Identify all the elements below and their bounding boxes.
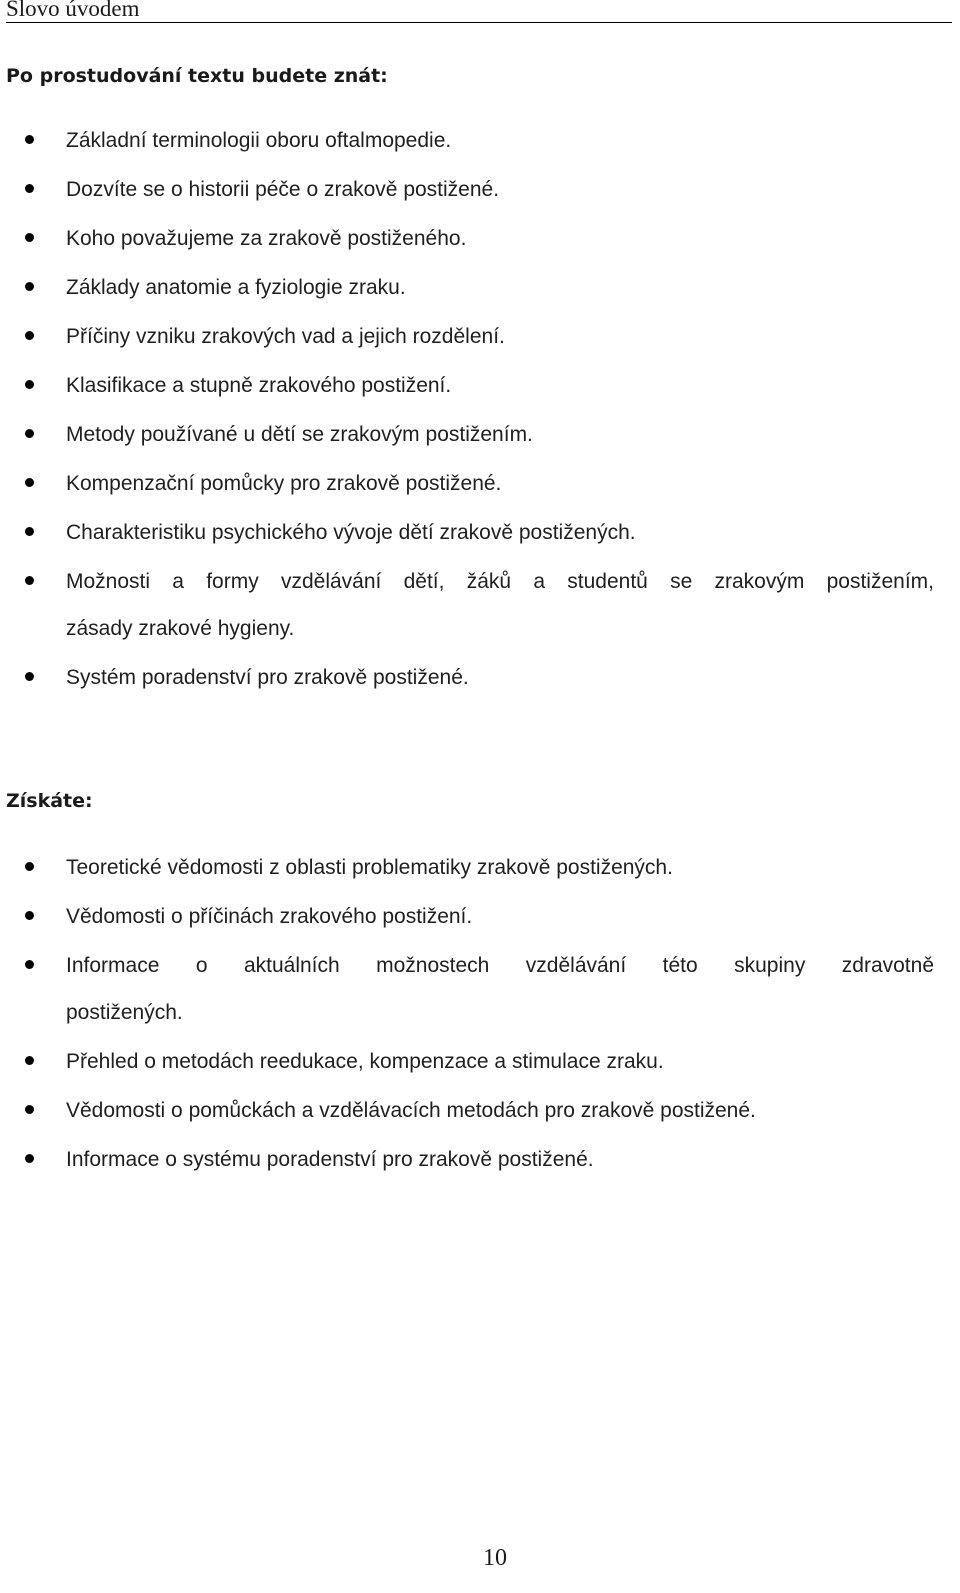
bullet-icon [25, 911, 34, 920]
bullet-icon [25, 576, 34, 585]
list-item-text: Teoretické vědomosti z oblasti problematiky zrakově postižených. [66, 856, 673, 879]
list-item [0, 1087, 960, 1134]
list-item [0, 460, 960, 507]
list-item-text: Základy anatomie a fyziologie zraku. [66, 276, 406, 299]
bullet-icon [25, 331, 34, 340]
list-item [0, 166, 960, 213]
bullet-icon [25, 1105, 34, 1114]
bullet-icon [25, 184, 34, 193]
list-item-text: Informace o aktuálních možnostech vzdělávání této skupiny zdravotně [66, 954, 934, 977]
list-item-text: Přehled o metodách reedukace, kompenzace a stimulace zraku. [66, 1050, 664, 1073]
chapter-title: Slovo úvodem [6, 0, 140, 21]
bullet-icon [25, 527, 34, 536]
section-heading-gains: Získáte: [6, 790, 93, 812]
bullet-icon [25, 672, 34, 681]
list-item [0, 893, 960, 940]
gains-list [0, 844, 960, 1185]
list-item-text: Dozvíte se o historii péče o zrakově postižené. [66, 178, 500, 201]
list-item [0, 313, 960, 360]
list-item-text-continued: postižených. [66, 1001, 183, 1024]
bullet-icon [25, 282, 34, 291]
bullet-icon [25, 233, 34, 242]
section-heading-learning-outcomes: Po prostudování textu budete znát: [6, 65, 388, 87]
list-item-text: Kompenzační pomůcky pro zrakově postižené. [66, 472, 502, 495]
bullet-icon [25, 1154, 34, 1163]
list-item-text: Charakteristiku psychického vývoje dětí zrakově postižených. [66, 521, 636, 544]
page-number: 10 [483, 1545, 507, 1571]
list-item [0, 117, 960, 164]
list-item-text: Vědomosti o pomůckách a vzdělávacích metodách pro zrakově postižené. [66, 1099, 756, 1122]
list-item-text: Vědomosti o příčinách zrakového postižení. [66, 905, 473, 928]
list-item [0, 844, 960, 891]
bullet-icon [25, 1056, 34, 1065]
list-item [0, 654, 960, 701]
list-item [0, 1136, 960, 1183]
list-item-text: Systém poradenství pro zrakově postižené. [66, 666, 469, 689]
learning-outcomes-list [0, 117, 960, 703]
list-item [0, 509, 960, 556]
running-header [6, 0, 952, 23]
bullet-icon [25, 380, 34, 389]
bullet-icon [25, 478, 34, 487]
list-item-text: Metody používané u dětí se zrakovým postižením. [66, 423, 533, 446]
list-item-text: Klasifikace a stupně zrakového postižení. [66, 374, 452, 397]
list-item-text: Základní terminologii oboru oftalmopedie. [66, 129, 452, 152]
list-item-text: Koho považujeme za zrakově postiženého. [66, 227, 467, 250]
list-item-text-continued: zásady zrakové hygieny. [66, 617, 295, 640]
bullet-icon [25, 862, 34, 871]
bullet-icon [25, 960, 34, 969]
list-item [0, 362, 960, 409]
list-item [0, 215, 960, 262]
list-item-text: Příčiny vzniku zrakových vad a jejich rozdělení. [66, 325, 505, 348]
list-item [0, 558, 960, 652]
list-item [0, 264, 960, 311]
list-item-text: Informace o systému poradenství pro zrakově postižené. [66, 1148, 594, 1171]
list-item [0, 1038, 960, 1085]
list-item [0, 942, 960, 1036]
bullet-icon [25, 429, 34, 438]
list-item [0, 411, 960, 458]
list-item-text: Možnosti a formy vzdělávání dětí, žáků a studentů se zrakovým postižením, [66, 570, 934, 593]
bullet-icon [25, 135, 34, 144]
